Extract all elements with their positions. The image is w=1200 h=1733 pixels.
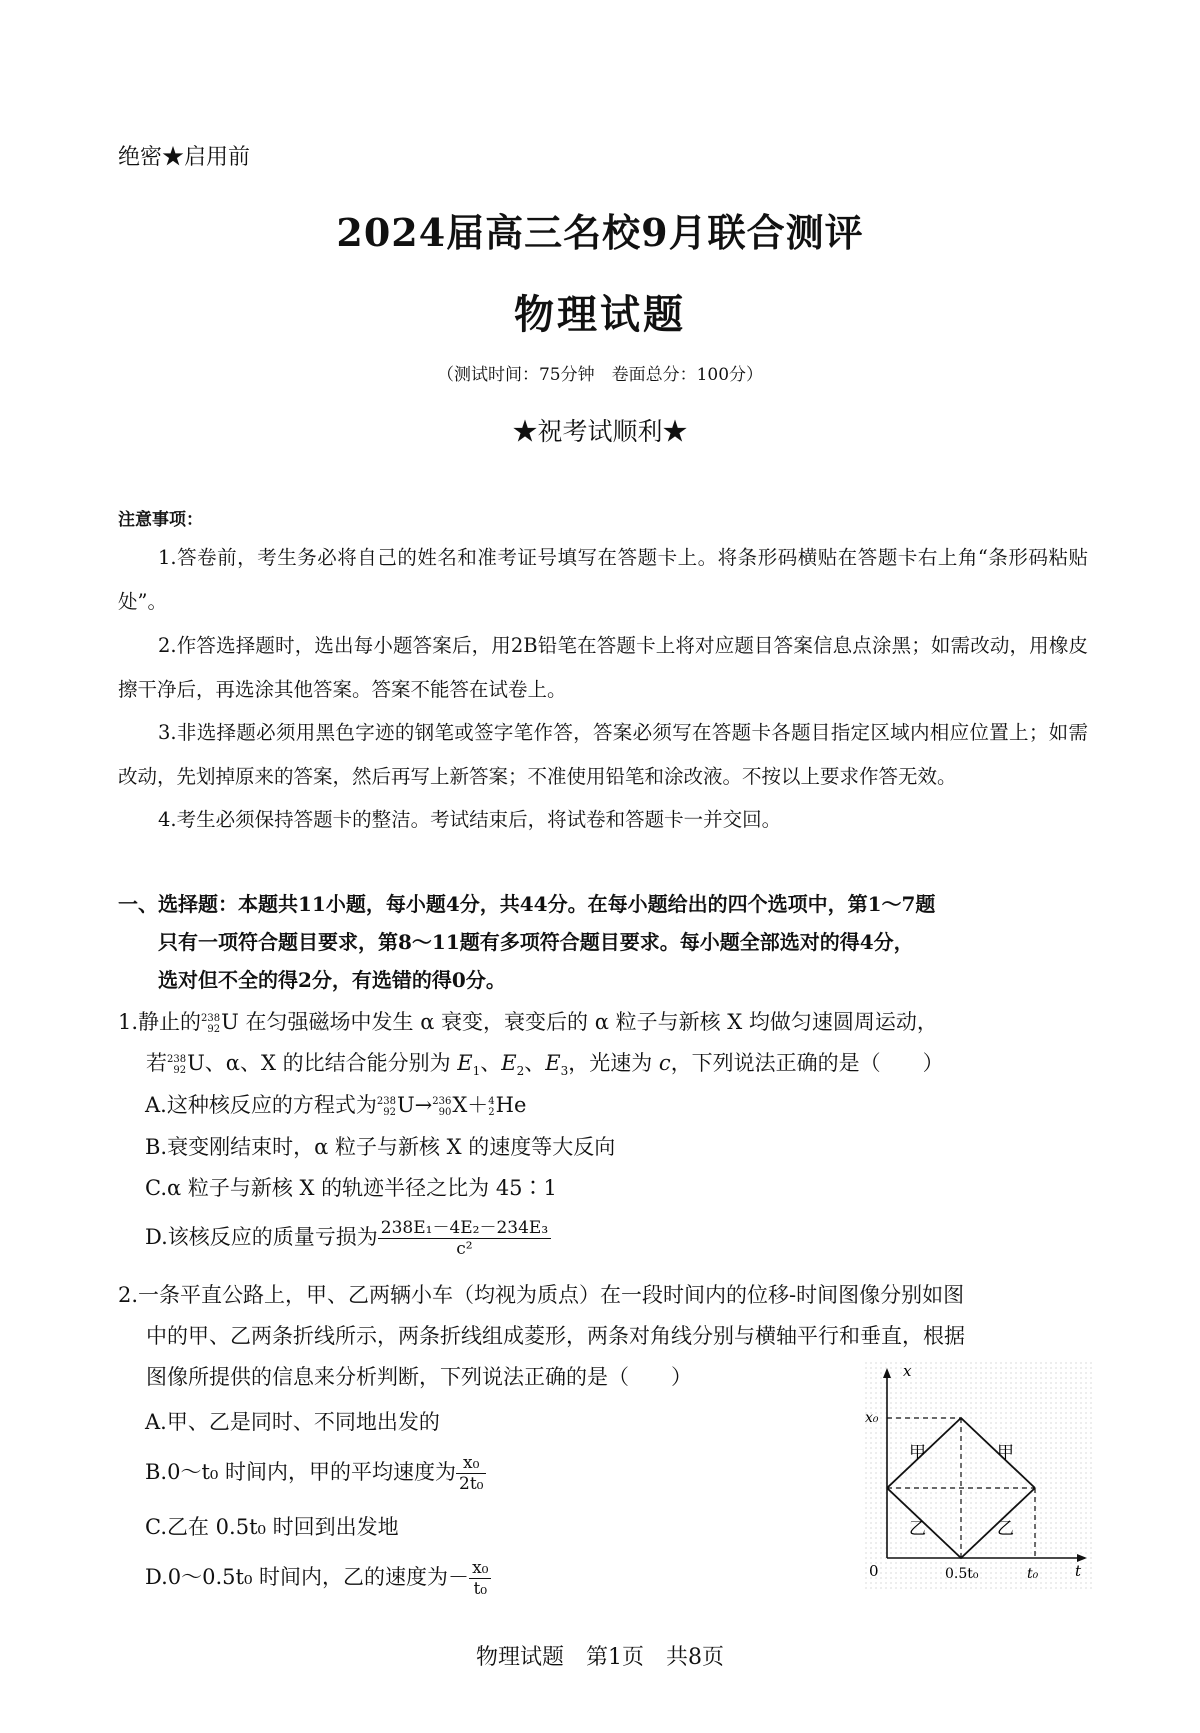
tick-half-t0: 0.5t₀ xyxy=(945,1566,979,1582)
q2-option-c[interactable]: C.乙在 0.5t₀ 时回到出发地 xyxy=(145,1515,399,1539)
question-2-line-2: 中的甲、乙两条折线所示，两条折线组成菱形，两条对角线分别与横轴平行和垂直，根据 xyxy=(146,1324,965,1348)
q1-option-b[interactable]: B.衰变刚结束时，α 粒子与新核 X 的速度等大反向 xyxy=(145,1135,616,1159)
yi-label-left: 乙 xyxy=(909,1519,926,1539)
question-2-line-3: 图像所提供的信息来分析判断，下列说法正确的是（ ） xyxy=(146,1365,692,1389)
section-heading: 一、选择题：本题共11小题，每小题4分，共44分。在每小题给出的四个选项中，第1～7题 只有一项符合题目要求，第8～11题有多项符合题目要求。每小题全部选对的得4分， 选对但不全的得2分，有选错的得0分。 xyxy=(118,892,936,992)
notice-heading: 注意事项： xyxy=(118,510,203,530)
confidential-label: 绝密★启用前 xyxy=(118,145,251,170)
tick-t0: t₀ xyxy=(1027,1566,1039,1582)
notice-item-4: 4.考生必须保持答题卡的整洁。考试结束后，将试卷和答题卡一并交回。 xyxy=(158,808,782,831)
y-axis-label: x xyxy=(903,1362,912,1380)
x-axis-label: t xyxy=(1075,1562,1082,1580)
q2-option-b[interactable]: B.0～t₀ 时间内，甲的平均速度为 $\frac{\text{x₀}}{\text{2t₀}}$ xyxy=(145,1452,486,1494)
q1-option-d[interactable]: D.该核反应的质量亏损为 $\frac{\text{238E₁－4E₂－234E₃}}{\text{c²}}$ xyxy=(145,1217,551,1259)
jia-label-right: 甲 xyxy=(997,1443,1014,1463)
q1-option-a[interactable]: A.这种核反应的方程式为238 92U→236 90X＋4 2He xyxy=(145,1093,527,1118)
q2-option-a[interactable]: A.甲、乙是同时、不同地出发的 xyxy=(145,1410,440,1434)
yi-label-right: 乙 xyxy=(997,1519,1014,1539)
q1-option-c[interactable]: C.α 粒子与新核 X 的轨迹半径之比为 45∶1 xyxy=(145,1176,557,1200)
exam-title: 2024届高三名校9月联合测评 xyxy=(336,210,864,255)
q2-option-d[interactable]: D.0～0.5t₀ 时间内，乙的速度为－ $\frac{\text{x₀}}{\text{t₀}}$ xyxy=(145,1557,491,1599)
time-info: （测试时间：75分钟 卷面总分：100分） xyxy=(436,365,764,385)
question-2-line-1: 2.一条平直公路上，甲、乙两辆小车（均视为质点）在一段时间内的位移-时间图像分别如图 xyxy=(118,1283,965,1307)
origin-label: 0 xyxy=(869,1562,879,1580)
jia-label-left: 甲 xyxy=(909,1443,926,1463)
xt-graph-figure xyxy=(865,1362,1093,1592)
notice-item-1: 1.答卷前，考生务必将自己的姓名和准考证号填写在答题卡上。将条形码横贴在答题卡右上角“条形码粘贴处”。 xyxy=(118,546,1088,613)
x0-label: x₀ xyxy=(865,1410,879,1426)
question-1-line-1: 1.静止的238 92U 在匀强磁场中发生 α 衰变，衰变后的 α 粒子与新核 X 均做匀速圆周运动， xyxy=(118,1010,938,1035)
question-1-line-2: 若238 92U、α、X 的比结合能分别为 $E_1$、$E_2$、$E_3$，光速为 c，下列说法正确的是（ ） xyxy=(146,1051,944,1079)
page-footer: 物理试题 第1页 共8页 xyxy=(476,1645,724,1670)
notice-item-2: 2.作答选择题时，选出每小题答案后，用2B铅笔在答题卡上将对应题目答案信息点涂黑；如需改动，用橡皮擦干净后，再选涂其他答案。答案不能答在试卷上。 xyxy=(118,634,1088,701)
isotope-u238: 238 92 xyxy=(201,1012,221,1035)
subject-title: 物理试题 xyxy=(514,291,686,338)
mass-defect-fraction: $\frac{\text{238E₁－4E₂－234E₃}}{\text{c²}}$ xyxy=(378,1218,551,1259)
good-luck-banner: ★祝考试顺利★ xyxy=(512,417,688,446)
notice-item-3: 3.非选择题必须用黑色字迹的钢笔或签字笔作答，答案必须写在答题卡各题目指定区域内相应位置上；如需改动，先划掉原来的答案，然后再写上新答案；不准使用铅笔和涂改液。不按以上要求作答无效。 xyxy=(118,721,1088,788)
